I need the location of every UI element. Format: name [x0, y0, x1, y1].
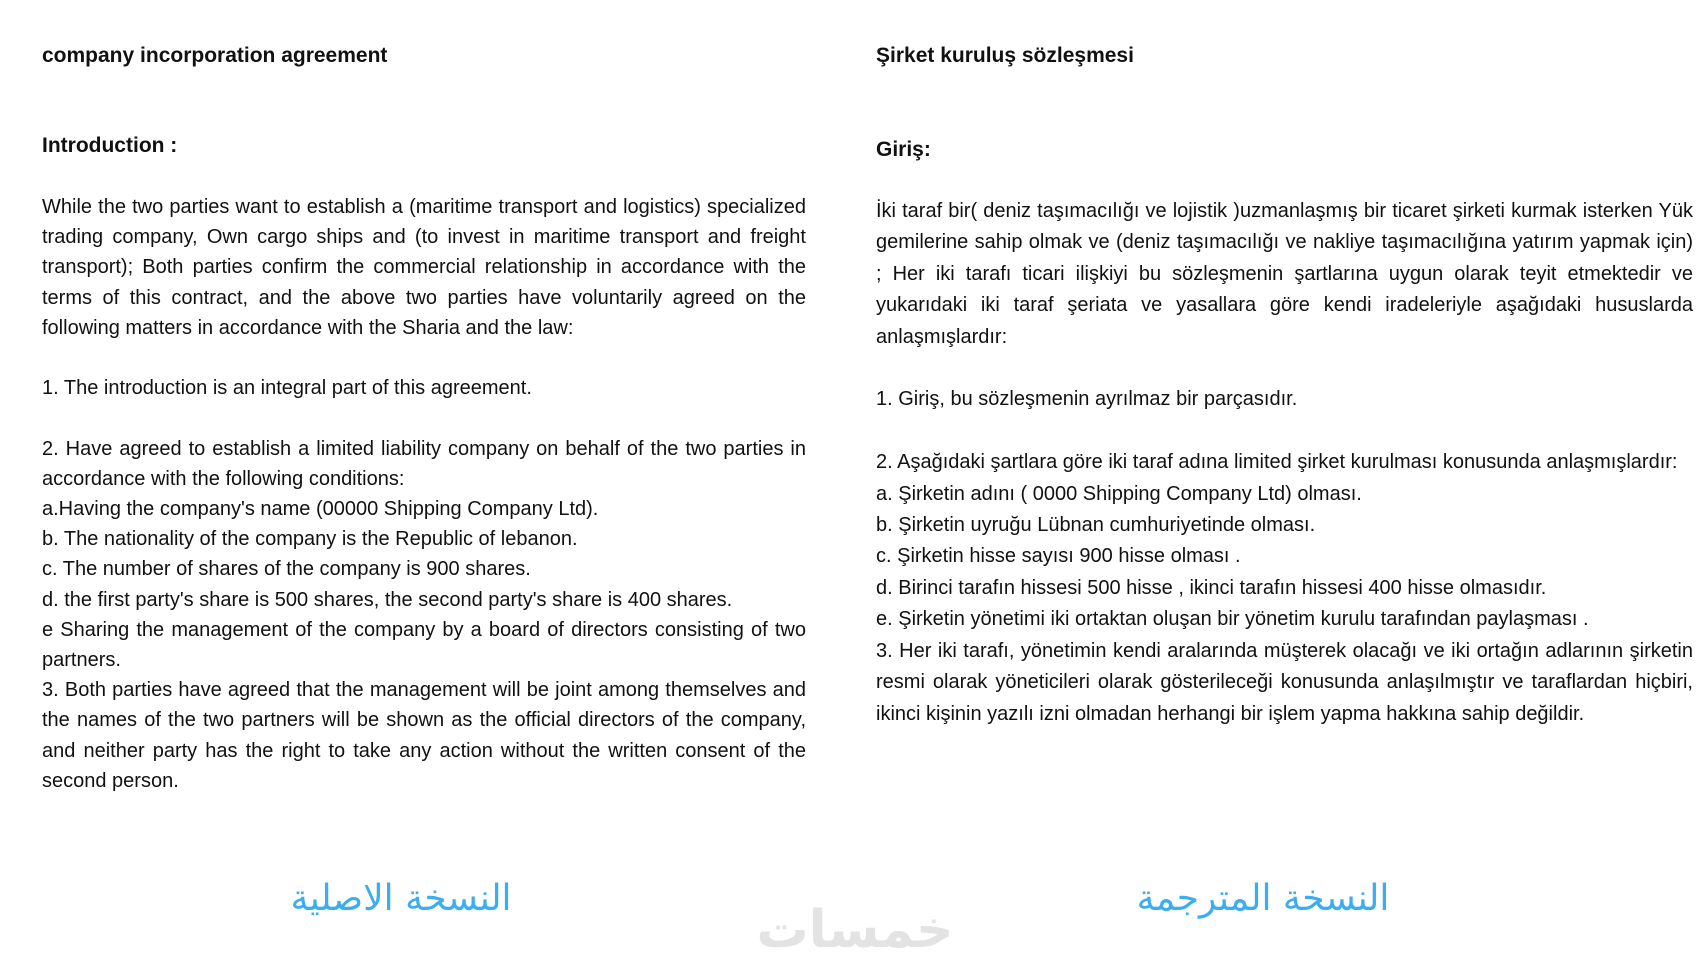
translated-body — [876, 196, 1693, 730]
translated-item-1: 1. Giriş, bu sözleşmenin ayrılmaz bir parçasıdır. — [876, 388, 1298, 411]
translated-item-2c: c. Şirketin hisse sayısı 900 hisse olması . — [876, 545, 1241, 568]
original-version-label: النسخة الاصلية — [290, 878, 512, 919]
translated-intro-heading: Giriş: — [876, 138, 931, 161]
original-item-1: 1. The introduction is an integral part of this agreement. — [42, 377, 532, 400]
watermark-logo: خمسات — [756, 900, 954, 960]
original-item-3: 3. Both parties have agreed that the management will be joint among themselves and the names of the two partners will be shown as the official directors of the company, and neither party has the right to take any action without the written consent of the second person. — [42, 679, 806, 792]
original-intro-heading: Introduction : — [42, 134, 178, 157]
original-item-2e: e Sharing the management of the company by a board of directors consisting of two partners. — [42, 618, 806, 672]
translated-intro-paragraph: İki taraf bir( deniz taşımacılığı ve lojistik )uzmanlaşmış bir ticaret şirketi kurmak isterken Yük gemilerine sahip olmak ve (deniz taşımacılığı ve nakliye taşımacılığına yatırım yapmak için) ; Her iki tarafı ticari ilişkiyi bu sözleşmenin şartlarına uygun olarak teyit etmektedir ve yukarıdaki iki taraf şeriata ve yasallara göre kendi iradeleriyle aşağıdaki hususlarda anlaşmışlardır: — [876, 200, 1693, 348]
translated-item-3: 3. Her iki tarafı, yönetimin kendi aralarında müşterek olacağı ve iki ortağın adlarının şirketin resmi olarak yöneticileri olarak gösterileceği konusunda anlaşılmıştır ve taraflardan hiçbiri, ikinci kişinin yazılı izni olmadan herhangi bir işlem yapma hakkına sahip değildir. — [876, 639, 1693, 725]
translated-item-2a: a. Şirketin adını ( 0000 Shipping Company Ltd) olması. — [876, 482, 1362, 505]
original-item-2c: c. The number of shares of the company is 900 shares. — [42, 558, 531, 581]
original-item-2: 2. Have agreed to establish a limited liability company on behalf of the two parties in accordance with the following conditions: — [42, 437, 806, 490]
original-intro-paragraph: While the two parties want to establish a (maritime transport and logistics) specialized trading company, Own cargo ships and (to invest in maritime transport and freight transport); Both parties confirm the commercial relationship in accordance with the terms of this contract, and the above two parties have voluntarily agreed on the following matters in accordance with the Sharia and the law: — [42, 196, 806, 339]
translated-title: Şirket kuruluş sözleşmesi — [876, 44, 1134, 67]
original-item-2a: a.Having the company's name (00000 Shipping Company Ltd). — [42, 498, 599, 521]
original-item-2d: d. the first party's share is 500 shares, the second party's share is 400 shares. — [42, 588, 733, 611]
original-title: company incorporation agreement — [42, 44, 388, 67]
translated-item-2e: e. Şirketin yönetimi iki ortaktan oluşan bir yönetim kurulu tarafından paylaşması . — [876, 608, 1589, 631]
translated-item-2d: d. Birinci tarafın hissesi 500 hisse , ikinci tarafın hissesi 400 hisse olmasıdır. — [876, 576, 1547, 599]
translated-item-2b: b. Şirketin uyruğu Lübnan cumhuriyetinde olması. — [876, 514, 1316, 537]
translated-item-2: 2. Aşağıdaki şartlara göre iki taraf adına limited şirket kurulması konusunda anlaşmışlardır: — [876, 451, 1678, 474]
original-item-2b: b. The nationality of the company is the Republic of lebanon. — [42, 528, 578, 551]
original-body — [42, 192, 806, 796]
translated-version-label: النسخة المترجمة — [1136, 878, 1390, 919]
